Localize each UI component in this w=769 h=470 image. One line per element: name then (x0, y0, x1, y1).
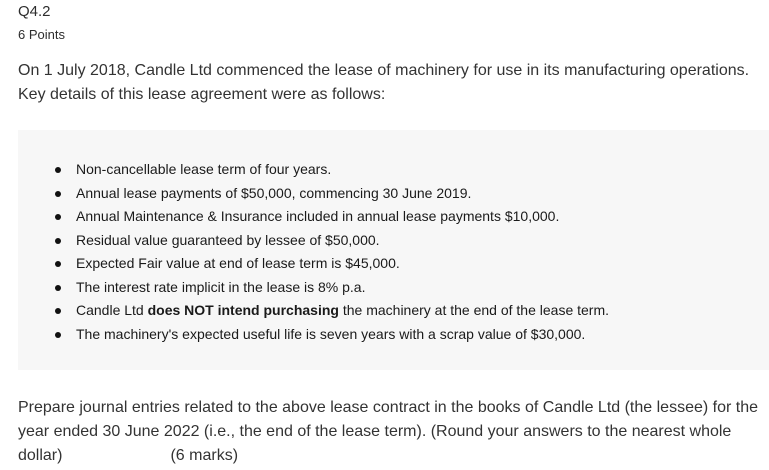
bullet-icon (55, 308, 61, 314)
lease-detail-item (55, 182, 609, 206)
lease-detail-text: The interest rate implicit in the lease is 8% p.a. (76, 278, 366, 295)
bullet-icon (55, 285, 61, 291)
intro-paragraph: On 1 July 2018, Candle Ltd commenced the lease of machinery for use in its manufacturing operations. Key details of this lease agreement were as follows: (18, 62, 750, 103)
bullet-icon (55, 332, 61, 338)
lease-details-list (55, 158, 609, 346)
question-header (18, 3, 65, 43)
bullet-icon (55, 214, 61, 220)
lease-detail-item (55, 252, 609, 276)
lease-detail-item (55, 158, 609, 182)
lease-detail-text: Expected Fair value at end of lease term is $45,000. (76, 255, 400, 271)
question-number: Q4.2 (18, 3, 51, 20)
lease-detail-item (55, 276, 609, 300)
lease-detail-item (55, 229, 609, 253)
lease-detail-text: Non-cancellable lease term of four years. (76, 161, 332, 177)
bullet-icon (55, 191, 61, 197)
bullet-icon (55, 261, 61, 267)
lease-detail-item (55, 323, 609, 347)
lease-detail-item (55, 299, 609, 323)
bullet-icon (55, 238, 61, 244)
lease-detail-text-end: the machinery at the end of the lease term. (338, 302, 610, 318)
lease-detail-text-start: Candle Ltd (76, 302, 148, 318)
lease-detail-text: Residual value guaranteed by lessee of $50,000. (76, 231, 380, 248)
task-text: Prepare journal entries related to the above lease contract in the books of Candle Ltd (the lessee) for the year ended 30 June 2022 (i.e., the end of the lease term). (Round your answers to the nearest whole dollar) (18, 399, 758, 464)
lease-detail-text: Annual lease payments of $50,000, commencing 30 June 2019. (76, 184, 472, 201)
bullet-icon (55, 167, 61, 173)
task-paragraph (18, 396, 763, 468)
question-points: 6 Points (18, 27, 65, 42)
lease-detail-text: The machinery's expected useful life is seven years with a scrap value of $30,000. (76, 325, 586, 342)
lease-detail-text: Annual Maintenance & Insurance included in annual lease payments $10,000. (76, 208, 560, 224)
lease-detail-item (55, 205, 609, 229)
task-marks: (6 marks) (170, 447, 239, 464)
lease-detail-emphasis: does NOT intend purchasing (147, 302, 339, 318)
